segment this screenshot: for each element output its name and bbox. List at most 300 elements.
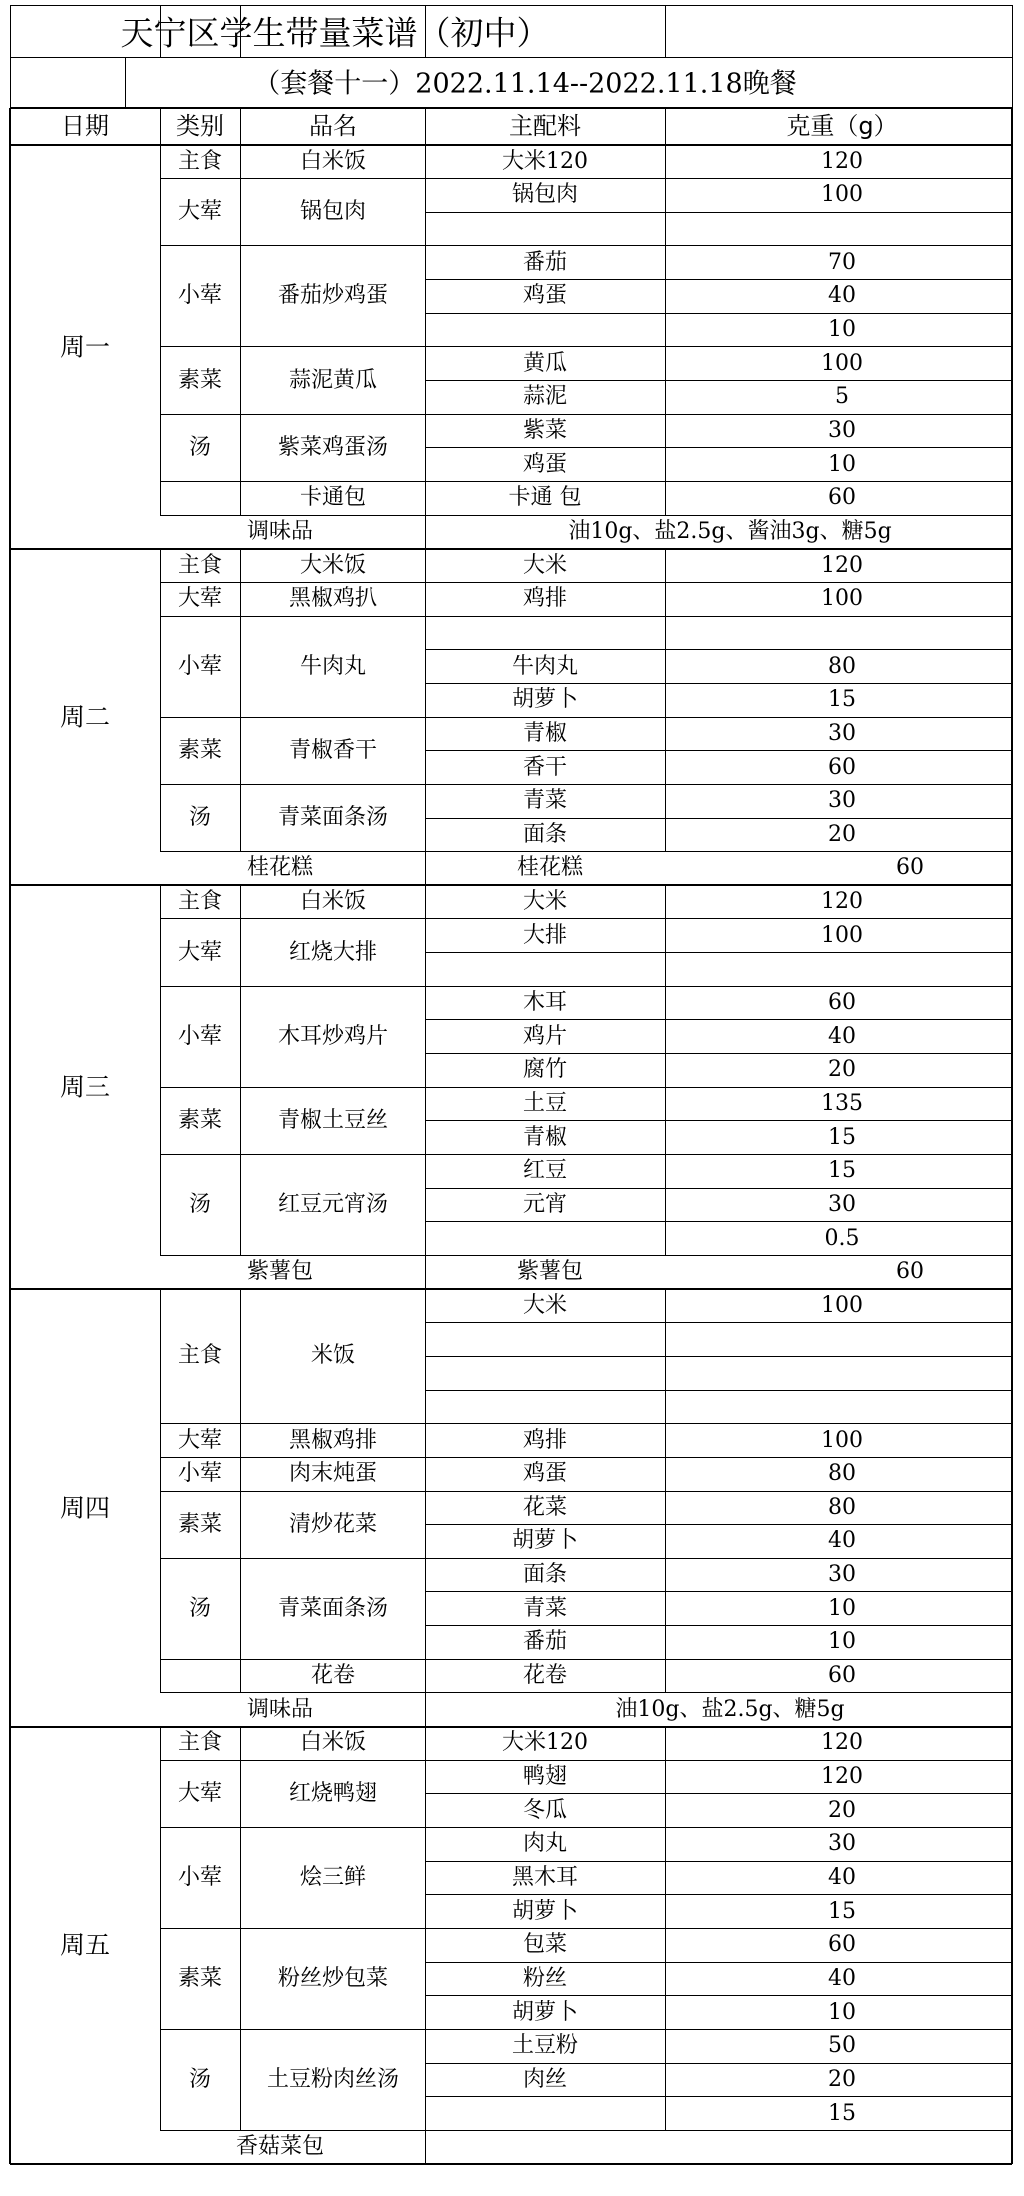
- weight-cell: 10: [828, 317, 856, 343]
- ingredient-cell: 冬瓜: [522, 1797, 568, 1823]
- grid-line: [240, 549, 241, 583]
- grid-line: [160, 784, 1012, 785]
- weight-cell: 5: [835, 384, 849, 410]
- grid-line: [240, 1558, 241, 1659]
- grid-line: [160, 616, 1012, 617]
- grid-line: [160, 179, 161, 246]
- footer-value: 60: [896, 1259, 924, 1285]
- grid-line: [240, 2029, 241, 2130]
- grid-line: [425, 1962, 1012, 1963]
- grid-line: [425, 1861, 1012, 1862]
- ingredient-cell: 番茄: [522, 1629, 568, 1655]
- grid-line: [240, 1727, 241, 1761]
- grid-line: [665, 5, 666, 57]
- ingredient-cell: 元宵: [522, 1191, 568, 1217]
- grid-line: [665, 1727, 666, 1761]
- grid-line: [665, 919, 666, 986]
- footer-value: 油10g、盐2.5g、酱油3g、糖5g: [568, 518, 892, 544]
- grid-line: [425, 2029, 426, 2130]
- grid-line: [665, 1828, 666, 1929]
- grid-line: [240, 1760, 241, 1827]
- weight-cell: 30: [828, 1191, 856, 1217]
- grid-line: [425, 1693, 426, 1727]
- category-cell: 主食: [177, 148, 223, 174]
- grid-line: [160, 986, 1012, 987]
- dish-cell: 粉丝炒包菜: [277, 1965, 389, 1991]
- grid-line: [425, 380, 1012, 381]
- header-weight: 克重（g）: [786, 112, 898, 140]
- dish-cell: 牛肉丸: [299, 653, 367, 679]
- ingredient-cell: 包菜: [522, 1932, 568, 1958]
- dish-cell: 米饭: [310, 1343, 356, 1369]
- weight-cell: 10: [828, 1999, 856, 2025]
- grid-line: [160, 1457, 161, 1491]
- ingredient-cell: 鸡排: [522, 586, 568, 612]
- grid-line: [240, 1155, 241, 1256]
- grid-line: [160, 1289, 161, 1424]
- grid-line: [425, 1322, 1012, 1323]
- grid-line: [160, 1760, 161, 1827]
- grid-line: [665, 1457, 666, 1491]
- grid-line: [665, 1289, 666, 1424]
- grid-line: [425, 784, 426, 851]
- ingredient-cell: 锅包肉: [511, 182, 579, 208]
- grid-line: [425, 1356, 1012, 1357]
- dish-cell: 紫菜鸡蛋汤: [277, 434, 389, 460]
- grid-line: [160, 246, 161, 347]
- grid-line: [160, 1087, 1012, 1088]
- ingredient-cell: 大米120: [502, 148, 588, 174]
- category-cell: 大荤: [177, 586, 223, 612]
- grid-line: [160, 885, 161, 919]
- dish-cell: 青菜面条汤: [277, 1595, 389, 1621]
- grid-line: [425, 952, 1012, 953]
- grid-line: [665, 616, 666, 717]
- grid-line: [1011, 108, 1013, 2164]
- category-cell: 素菜: [177, 1511, 223, 1537]
- weight-cell: 100: [821, 182, 863, 208]
- grid-line: [425, 2096, 1012, 2097]
- dish-cell: 红烧大排: [288, 939, 378, 965]
- dish-cell: 番茄炒鸡蛋: [277, 283, 389, 309]
- weight-cell: 60: [828, 990, 856, 1016]
- grid-line: [425, 1558, 426, 1659]
- ingredient-cell: 粉丝: [522, 1965, 568, 1991]
- grid-line: [160, 919, 161, 986]
- page-title: 天宁区学生带量菜谱（初中）: [120, 13, 550, 53]
- grid-line: [240, 108, 241, 145]
- weight-cell: 80: [828, 1461, 856, 1487]
- grid-line: [665, 1155, 666, 1256]
- category-cell: 主食: [177, 1730, 223, 1756]
- category-cell: 素菜: [177, 367, 223, 393]
- ingredient-cell: 红豆: [522, 1158, 568, 1184]
- grid-line: [240, 347, 241, 414]
- footer-ingredient: 紫薯包: [516, 1259, 584, 1285]
- footer-value: 油10g、盐2.5g、糖5g: [615, 1696, 845, 1722]
- weight-cell: 30: [828, 418, 856, 444]
- grid-line: [160, 1457, 1012, 1458]
- ingredient-cell: 黑木耳: [511, 1864, 579, 1890]
- weight-cell: 20: [828, 1057, 856, 1083]
- grid-line: [425, 2130, 426, 2164]
- grid-line: [160, 1760, 1012, 1761]
- ingredient-cell: 花卷: [522, 1663, 568, 1689]
- weight-cell: 40: [828, 1023, 856, 1049]
- dish-cell: 蒜泥黄瓜: [288, 367, 378, 393]
- grid-line: [665, 145, 666, 179]
- grid-line: [240, 145, 241, 179]
- weight-cell: 70: [828, 249, 856, 275]
- grid-line: [425, 108, 426, 145]
- category-cell: 汤: [188, 1191, 212, 1217]
- footer-value: 60: [896, 855, 924, 881]
- ingredient-cell: 面条: [522, 1562, 568, 1588]
- grid-line: [425, 1087, 426, 1154]
- grid-line: [160, 1255, 1012, 1256]
- grid-line: [160, 178, 1012, 179]
- ingredient-cell: 胡萝卜: [511, 1528, 579, 1554]
- grid-line: [665, 1558, 666, 1659]
- category-cell: 大荤: [177, 199, 223, 225]
- grid-line: [240, 784, 241, 851]
- grid-line: [665, 1491, 666, 1558]
- grid-line: [240, 1828, 241, 1929]
- category-cell: 小荤: [177, 1461, 223, 1487]
- grid-line: [160, 1424, 161, 1458]
- grid-line: [240, 616, 241, 717]
- category-cell: 大荤: [177, 1427, 223, 1453]
- weight-cell: 20: [828, 2066, 856, 2092]
- dish-cell: 花卷: [310, 1663, 356, 1689]
- dish-cell: 青菜面条汤: [277, 805, 389, 830]
- grid-line: [125, 57, 126, 108]
- footer-label: 香菇菜包: [235, 2134, 325, 2160]
- grid-line: [10, 5, 11, 108]
- ingredient-cell: 大排: [522, 922, 568, 948]
- ingredient-cell: 蒜泥: [522, 384, 568, 410]
- category-cell: 主食: [177, 1343, 223, 1369]
- weight-cell: 120: [821, 552, 863, 578]
- grid-line: [240, 1928, 241, 2029]
- grid-line: [665, 246, 666, 347]
- dish-cell: 白米饭: [299, 1730, 367, 1756]
- grid-line: [665, 986, 666, 1087]
- dish-cell: 卡通包: [299, 485, 367, 511]
- category-cell: 素菜: [177, 737, 223, 763]
- grid-line: [425, 1659, 426, 1693]
- header-dish: 品名: [309, 112, 357, 140]
- header-category: 类别: [176, 112, 224, 140]
- dish-cell: 锅包肉: [299, 199, 367, 225]
- dish-cell: 白米饭: [299, 148, 367, 174]
- grid-line: [425, 1221, 1012, 1222]
- category-cell: 大荤: [177, 939, 223, 965]
- category-cell: 主食: [177, 552, 223, 578]
- grid-line: [160, 2130, 1012, 2131]
- grid-line: [425, 1727, 426, 1761]
- footer-label: 调味品: [246, 518, 314, 544]
- category-cell: 主食: [177, 889, 223, 915]
- category-cell: 素菜: [177, 1965, 223, 1991]
- ingredient-cell: 胡萝卜: [511, 1999, 579, 2025]
- ingredient-cell: 肉丸: [522, 1831, 568, 1857]
- dish-cell: 大米饭: [299, 552, 367, 578]
- weight-cell: 120: [821, 889, 863, 915]
- ingredient-cell: 鸭翅: [522, 1764, 568, 1790]
- grid-line: [160, 1154, 1012, 1155]
- grid-line: [160, 515, 1012, 516]
- grid-line: [425, 616, 426, 717]
- dish-cell: 红烧鸭翅: [288, 1780, 378, 1806]
- grid-line: [9, 108, 11, 2164]
- grid-line: [160, 1928, 1012, 1929]
- weight-cell: 40: [828, 283, 856, 309]
- grid-line: [240, 986, 241, 1087]
- grid-line: [160, 1659, 161, 1693]
- grid-line: [665, 179, 666, 246]
- grid-line: [425, 1894, 1012, 1895]
- grid-line: [425, 279, 1012, 280]
- ingredient-cell: 青椒: [522, 720, 568, 746]
- footer-label: 桂花糕: [246, 855, 314, 881]
- grid-line: [425, 852, 426, 886]
- weight-cell: 10: [828, 451, 856, 477]
- footer-label: 调味品: [246, 1696, 314, 1722]
- weight-cell: 20: [828, 821, 856, 847]
- ingredient-cell: 胡萝卜: [511, 1898, 579, 1924]
- grid-line: [160, 986, 161, 1087]
- weight-cell: 100: [821, 922, 863, 948]
- weight-cell: 15: [828, 2100, 856, 2126]
- grid-line: [665, 1087, 666, 1154]
- grid-line: [425, 1255, 426, 1289]
- grid-line: [160, 549, 161, 583]
- dish-cell: 土豆粉肉丝汤: [266, 2066, 400, 2092]
- day-label: 周二: [59, 702, 111, 732]
- grid-line: [160, 1727, 161, 1761]
- weight-cell: 60: [828, 485, 856, 511]
- grid-line: [425, 447, 1012, 448]
- weight-cell: 120: [821, 1730, 863, 1756]
- ingredient-cell: 青菜: [522, 788, 568, 814]
- weight-cell: 100: [821, 1427, 863, 1453]
- grid-line: [160, 784, 161, 851]
- category-cell: 汤: [188, 805, 212, 830]
- weight-cell: 80: [828, 653, 856, 679]
- grid-line: [160, 245, 1012, 246]
- category-cell: 汤: [188, 2066, 212, 2092]
- dish-cell: 烩三鲜: [299, 1864, 367, 1890]
- category-cell: 汤: [188, 434, 212, 460]
- grid-line: [425, 582, 426, 616]
- grid-line: [425, 212, 1012, 213]
- weight-cell: 40: [828, 1864, 856, 1890]
- grid-line: [425, 1591, 1012, 1592]
- grid-line: [665, 1928, 666, 2029]
- grid-line: [425, 313, 1012, 314]
- ingredient-cell: 大米120: [502, 1730, 588, 1756]
- grid-line: [425, 1760, 426, 1827]
- grid-line: [160, 1491, 1012, 1492]
- grid-line: [160, 347, 161, 414]
- grid-line: [160, 1087, 161, 1154]
- dish-cell: 肉末炖蛋: [288, 1461, 378, 1487]
- ingredient-cell: 番茄: [522, 249, 568, 275]
- weight-cell: 40: [828, 1965, 856, 1991]
- grid-line: [665, 717, 666, 784]
- grid-line: [425, 1928, 426, 2029]
- grid-line: [160, 1692, 1012, 1693]
- grid-line: [425, 1828, 426, 1929]
- grid-line: [240, 1659, 241, 1693]
- page-subtitle: （套餐十一）2022.11.14--2022.11.18晚餐: [253, 68, 797, 100]
- ingredient-cell: 木耳: [522, 990, 568, 1016]
- ingredient-cell: 鸡排: [522, 1427, 568, 1453]
- grid-line: [160, 145, 161, 179]
- grid-line: [160, 1828, 161, 1929]
- weight-cell: 15: [828, 1124, 856, 1150]
- day-label: 周一: [59, 332, 111, 362]
- weight-cell: 15: [828, 1158, 856, 1184]
- dish-cell: 清炒花菜: [288, 1511, 378, 1537]
- category-cell: 小荤: [177, 1864, 223, 1890]
- day-label: 周五: [59, 1930, 111, 1960]
- weight-cell: 15: [828, 1898, 856, 1924]
- ingredient-cell: 鸡蛋: [522, 451, 568, 477]
- grid-line: [160, 414, 1012, 415]
- grid-line: [665, 482, 666, 516]
- weight-cell: 30: [828, 788, 856, 814]
- category-cell: 汤: [188, 1595, 212, 1621]
- weight-cell: 120: [821, 148, 863, 174]
- dish-cell: 白米饭: [299, 889, 367, 915]
- header-date: 日期: [61, 112, 109, 140]
- grid-line: [425, 1793, 1012, 1794]
- dish-cell: 青椒香干: [288, 737, 378, 763]
- grid-line: [160, 481, 1012, 482]
- grid-line: [160, 717, 1012, 718]
- weight-cell: 100: [821, 586, 863, 612]
- grid-line: [425, 1019, 1012, 1020]
- weight-cell: 50: [828, 2033, 856, 2059]
- weight-cell: 60: [828, 754, 856, 780]
- grid-line: [425, 818, 1012, 819]
- category-cell: 小荤: [177, 653, 223, 679]
- weight-cell: 10: [828, 1595, 856, 1621]
- ingredient-cell: 鸡片: [522, 1023, 568, 1049]
- grid-line: [160, 482, 161, 516]
- ingredient-cell: 牛肉丸: [511, 653, 579, 679]
- grid-line: [425, 414, 426, 481]
- grid-line: [240, 246, 241, 347]
- ingredient-cell: 面条: [522, 821, 568, 847]
- grid-line: [425, 919, 426, 986]
- weight-cell: 10: [828, 1629, 856, 1655]
- grid-line: [425, 1524, 1012, 1525]
- category-cell: 小荤: [177, 1023, 223, 1049]
- grid-line: [665, 1424, 666, 1458]
- weight-cell: 60: [828, 1932, 856, 1958]
- grid-line: [425, 1155, 426, 1256]
- header-ingredient: 主配料: [509, 112, 581, 140]
- dish-cell: 黑椒鸡扒: [288, 586, 378, 612]
- grid-line: [160, 918, 1012, 919]
- ingredient-cell: 卡通 包: [508, 485, 582, 511]
- grid-line: [425, 1289, 426, 1424]
- grid-line: [160, 2029, 161, 2130]
- dish-cell: 青椒土豆丝: [277, 1107, 389, 1133]
- ingredient-cell: 土豆: [522, 1091, 568, 1117]
- grid-line: [160, 1155, 161, 1256]
- grid-line: [160, 1558, 161, 1659]
- grid-line: [240, 1087, 241, 1154]
- grid-line: [240, 1457, 241, 1491]
- weight-cell: 80: [828, 1494, 856, 1520]
- grid-line: [240, 717, 241, 784]
- grid-line: [665, 784, 666, 851]
- category-cell: 大荤: [177, 1780, 223, 1806]
- grid-line: [240, 1424, 241, 1458]
- ingredient-cell: 鸡蛋: [522, 1461, 568, 1487]
- grid-line: [665, 549, 666, 583]
- ingredient-cell: 紫菜: [522, 418, 568, 444]
- grid-line: [160, 851, 1012, 852]
- grid-line: [1012, 5, 1013, 108]
- grid-line: [160, 1928, 161, 2029]
- weight-cell: 120: [821, 1764, 863, 1790]
- grid-line: [665, 885, 666, 919]
- ingredient-cell: 大米: [522, 1292, 568, 1318]
- weight-cell: 20: [828, 1797, 856, 1823]
- grid-line: [665, 108, 666, 145]
- grid-line: [665, 347, 666, 414]
- ingredient-cell: 鸡蛋: [522, 283, 568, 309]
- grid-line: [665, 414, 666, 481]
- grid-line: [425, 1625, 1012, 1626]
- grid-line: [425, 145, 426, 179]
- grid-line: [425, 2063, 1012, 2064]
- grid-line: [160, 616, 161, 717]
- grid-line: [240, 885, 241, 919]
- grid-line: [425, 986, 426, 1087]
- grid-line: [425, 649, 1012, 650]
- ingredient-cell: 腐竹: [522, 1057, 568, 1083]
- grid-line: [240, 1289, 241, 1424]
- ingredient-cell: 肉丝: [522, 2066, 568, 2092]
- dish-cell: 木耳炒鸡片: [277, 1023, 389, 1049]
- grid-line: [425, 246, 426, 347]
- ingredient-cell: 土豆粉: [511, 2033, 579, 2059]
- category-cell: 小荤: [177, 283, 223, 309]
- grid-line: [425, 347, 426, 414]
- ingredient-cell: 大米: [522, 552, 568, 578]
- grid-line: [160, 1558, 1012, 1559]
- grid-line: [160, 1491, 161, 1558]
- grid-line: [425, 717, 426, 784]
- ingredient-cell: 大米: [522, 889, 568, 915]
- ingredient-cell: 胡萝卜: [511, 687, 579, 713]
- weight-cell: 30: [828, 1562, 856, 1588]
- grid-line: [160, 346, 1012, 347]
- grid-line: [665, 582, 666, 616]
- grid-line: [425, 885, 426, 919]
- day-label: 周三: [59, 1072, 111, 1102]
- grid-line: [425, 1995, 1012, 1996]
- grid-line: [425, 549, 426, 583]
- weight-cell: 100: [821, 1292, 863, 1318]
- grid-line: [425, 1390, 1012, 1391]
